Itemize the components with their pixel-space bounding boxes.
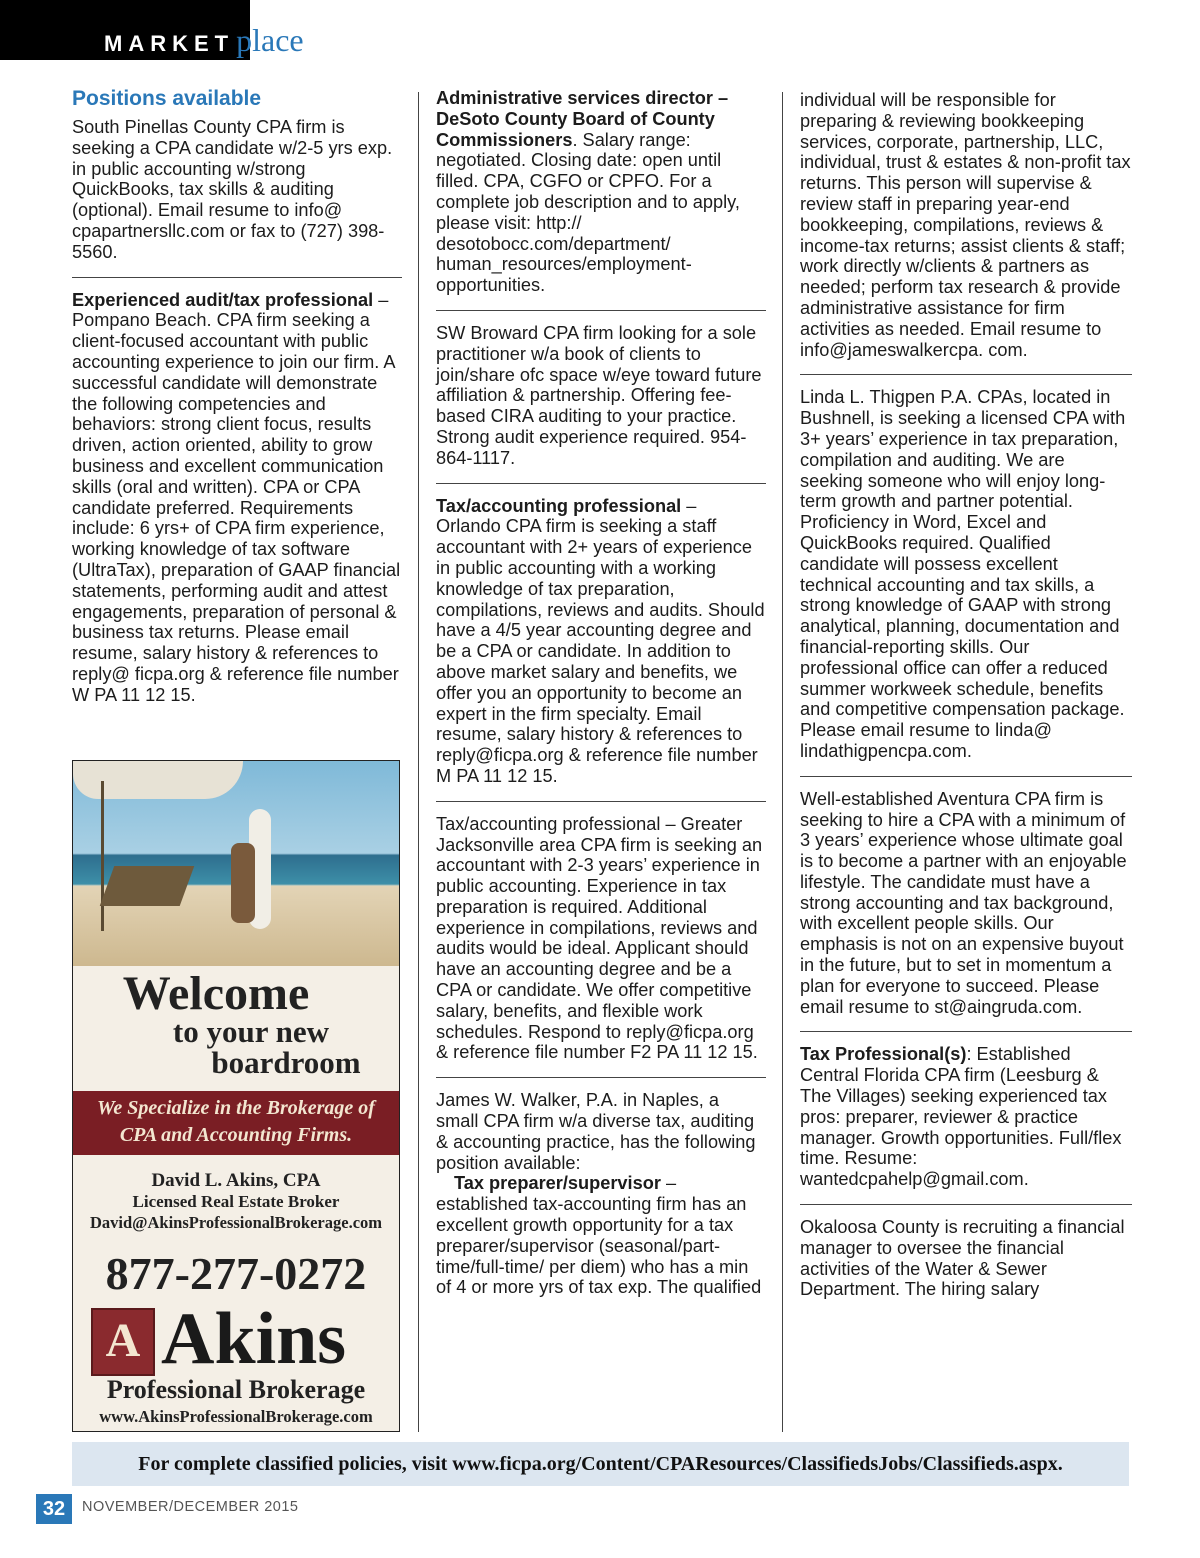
ad-phone[interactable]: 877-277-0272: [105, 1248, 367, 1299]
header-market: MARKET: [104, 31, 235, 56]
divider: [436, 483, 766, 484]
akins-logo-icon: A: [91, 1308, 155, 1376]
ad-body: – Pompano Beach. CPA firm seeking a client-focused accountant with public accounting experience to join our firm. A successful candidate will demonstrate the following competencies and behaviors: strong client focus, results driven, action oriented, ability to grow business and excellent communication skills (oral and written). CPA or CPA candidate preferred. Requirements include: 6 yrs+ of CPA firm experience, working knowledge of tax software (UltraTax), preparation of GAAP financial statements, performing audit and attest engagements, preparation of personal & business tax returns. Please email resume, salary history & references to reply@ ficpa.org & reference file number W PA 11 12 15.: [72, 289, 401, 705]
surfer-figure: [231, 843, 255, 923]
classified-ad: individual will be responsible for preparing & reviewing bookkeeping services, corporate, partnership, LLC, individual, trust & estates & non-profit tax returns. This person will supervise & review staff in preparing year-end bookkeeping, compilations, reviews & income-tax returns; assist clients & staff; work directly w/clients & partners as needed; perform tax research & provide administrative assistance for firm activities as needed. Email resume to info@jameswalkercpa. com.: [800, 90, 1131, 360]
issue-date: NOVEMBER/DECEMBER 2015: [82, 1499, 299, 1515]
column-divider-2: [782, 92, 783, 1432]
divider: [72, 277, 402, 278]
classified-ad: Well-established Aventura CPA firm is seeking to hire a CPA with a minimum of 3 years’ experience whose ultimate goal is to become a partner with an enjoyable lifestyle. The candidate must have a strong accounting and tax background, with excellent people skills. Our emphasis is not on an expensive buyout in the future, but to set in momentum a plan for everyone to succeed. Please email resume to st@aingruda.com.: [800, 788, 1127, 1017]
ad-headline: [73, 967, 399, 1080]
ad-intro: James W. Walker, P.A. in Naples, a small CPA firm w/a diverse tax, auditing & accounting practice, has the following position available:: [436, 1090, 756, 1173]
divider: [436, 310, 766, 311]
divider: [800, 374, 1132, 375]
contact-email[interactable]: David@AkinsProfessionalBrokerage.com: [89, 1213, 383, 1232]
welcome-line: to your new: [172, 1014, 330, 1049]
section-header: [104, 22, 304, 59]
ad-title: Tax/accounting professional: [436, 495, 682, 516]
classified-ad: South Pinellas County CPA firm is seeking a CPA candidate w/2-5 yrs exp. in public accounting w/strong QuickBooks, tax skills & auditing (optional). Email resume to info@ cpapartnersllc.com or fax to (727) 398-5560.: [72, 117, 393, 262]
akins-advertisement[interactable]: [72, 760, 400, 1432]
classified-ad: [436, 1090, 766, 1298]
ad-body: . Salary range: negotiated. Closing date: open until filled. CPA, CGFO or CPFO. For a complete job description and to apply, please visit: http:// desotobocc.com/department/ human_resources/employment-opportunities.: [436, 129, 740, 296]
contact-name: David L. Akins, CPA: [151, 1170, 321, 1191]
classified-ad: Tax/accounting professional – Greater Jacksonville area CPA firm is seeking an accountant with 2-3 years’ experience in public accounting. Experience in tax preparation is required. Additional experience in compilations, reviews and audits would be ideal. Applicant should have an accounting degree and be a CPA or candidate. We offer competitive salary, benefits, and flexible work schedules. Respond to reply@ficpa.org & reference file number F2 PA 11 12 15.: [436, 813, 763, 1063]
ad-body: : Established Central Florida CPA firm (Leesburg & The Villages) seeking experienced tax pros: preparer, reviewer & practice manager. Growth opportunities. Full/flex time. Resume: wantedcpahelp@gmail.com.: [800, 1044, 1122, 1190]
welcome-line: boardroom: [211, 1045, 361, 1080]
umbrella-pole: [101, 781, 104, 931]
classified-ad: SW Broward CPA firm looking for a sole practitioner w/a book of clients to join/share ofc space w/eye toward future affiliation & partnership. Offering fee-based CIRA auditing to your practice. Strong audit experience required. 954-864-1117.: [436, 322, 762, 468]
brand-subtitle: Professional Brokerage: [106, 1375, 366, 1404]
beach-photo: [73, 761, 399, 966]
column-2: [436, 88, 766, 1298]
divider: [800, 1204, 1132, 1205]
ad-body: – Orlando CPA firm is seeking a staff accountant with 2+ years of experience in public accounting with a working knowledge of tax preparation, compilations, reviews and audits. Should have a 4/5 year accounting degree and be a CPA or candidate. In addition to above market salary and benefits, we offer you an opportunity to become an expert in the firm specialty. Email resume, salary history & references to reply@ficpa.org & reference file number M PA 11 12 15.: [436, 495, 765, 786]
divider: [436, 801, 766, 802]
ad-title: Tax Professional(s): [800, 1044, 967, 1065]
ad-body: – established tax-accounting firm has an excellent growth opportunity for a tax preparer/supervisor (seasonal/part-time/full-time/ per diem) who has a min of 4 or more yrs of tax exp. The qualified: [436, 1173, 762, 1298]
header-place: place: [236, 22, 304, 58]
divider: [800, 776, 1132, 777]
ad-tagline: [73, 1091, 399, 1155]
ad-title: Tax preparer/supervisor: [454, 1173, 661, 1194]
brand-name: Akins: [161, 1298, 347, 1380]
classified-ad: [72, 290, 402, 720]
column-3: [800, 90, 1132, 1300]
classified-ad: [800, 1044, 1132, 1204]
contact-title: Licensed Real Estate Broker: [132, 1192, 340, 1211]
welcome-line: Welcome: [122, 967, 310, 1020]
ad-title: Administrative services director – DeSoto County Board of County Commissioners: [436, 88, 729, 150]
classified-ad: Linda L. Thigpen P.A. CPAs, located in Bushnell, is seeking a licensed CPA with 3+ years’ experience in tax preparation, compilation and auditing. We are seeking someone who will enjoy long-term growth and partner potential. Proficiency in Word, Excel and QuickBooks required. Qualified candidate will possess excellent technical accounting and tax skills, a strong knowledge of GAAP with strong analytical, planning, documentation and financial-reporting skills. Our professional office can offer a reduced summer workweek schedule, benefits and competitive compensation package. Please email resume to linda@ lindathigpencpa.com.: [800, 387, 1126, 761]
classified-ad: [436, 496, 766, 801]
section-title: Positions available: [72, 87, 262, 110]
classified-ad: [436, 88, 766, 310]
column-1: [72, 88, 402, 720]
tagline-line: We Specialize in the Brokerage of: [97, 1097, 375, 1119]
page-number: 32: [36, 1494, 72, 1524]
classified-ad: Okaloosa County is recruiting a financial manager to oversee the financial activities of the Water & Sewer Department. The hiring salary: [800, 1217, 1125, 1300]
umbrella-icon: [73, 761, 243, 799]
column-divider-1: [418, 92, 419, 1432]
beach-chair-icon: [100, 866, 195, 906]
classified-policy-banner[interactable]: For complete classified policies, visit www.ficpa.org/Content/CPAResources/ClassifiedsJobs/Classifieds.aspx.: [72, 1442, 1129, 1486]
ad-contact: [73, 1169, 399, 1234]
ad-url[interactable]: www.AkinsProfessionalBrokerage.com: [99, 1407, 373, 1426]
tagline-line: CPA and Accounting Firms.: [119, 1124, 353, 1146]
ad-title: Experienced audit/tax professional: [72, 289, 374, 310]
divider: [436, 1077, 766, 1078]
divider: [800, 1031, 1132, 1032]
